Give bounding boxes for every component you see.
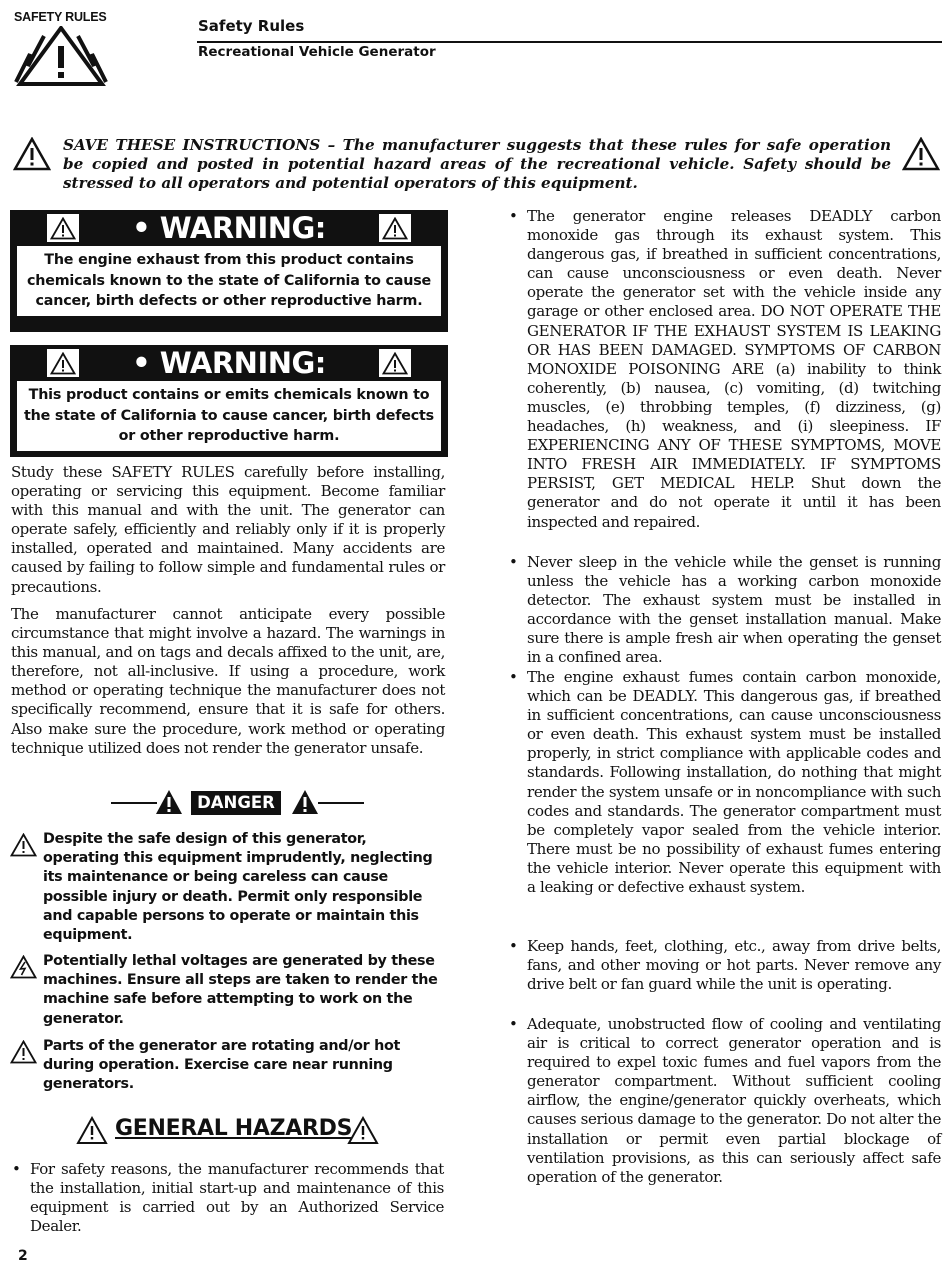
bullet-icon: • [12,1160,21,1178]
intro-paragraph: The manufacturer cannot anticipate every possible circumstance that might involve a hazard. The warnings in this manual, and on tags and decals affixed to the unit, are, therefore, not all-inclusive. If using a procedure, work method or operating technique the manufacturer does not specifically recommend, ensure that it is safe for others. Also make sure the procedure, work method or operating technique utilized does not render the generator unsafe. [11,605,445,757]
warning-triangle-icon [10,1040,37,1069]
hazard-bullet [509,668,941,897]
warning-heading: • WARNING: [132,211,326,245]
warning-heading: • WARNING: [132,346,326,380]
intro-paragraph: Study these SAFETY RULES carefully before installing, operating or servicing this equipment. Become familiar with this manual and with the unit. The generator can operate safely, efficiently and reliably only if it is properly installed, operated and maintained. Many accidents are caused by failing to follow simple and fundamental rules or precautions. [11,463,445,596]
warning-box [10,345,448,457]
warning-triangle-icon [379,214,411,242]
bullet-icon: • [509,1015,518,1033]
danger-triangle-icon [291,789,319,820]
electric-shock-icon [10,955,37,984]
general-hazards-title: GENERAL HAZARDS [115,1116,353,1141]
danger-rule-right [318,802,364,804]
safety-logo-icon [14,26,108,91]
danger-item-text: Parts of the generator are rotating and/or hot during operation. Exercise care near running generators. [43,1038,401,1093]
hazard-bullet-text: Keep hands, feet, clothing, etc., away from drive belts, fans, and other moving or hot parts. Never remove any drive belt or fan guard while the unit is operating. [527,937,941,994]
page-number: 2 [18,1248,28,1264]
warning-text: The engine exhaust from this product contains chemicals known to the state of California to cause cancer, birth defects or other reproductive harm. [17,246,441,316]
warning-triangle-icon [47,214,79,242]
page-title: Safety Rules [198,17,305,35]
hazard-bullet [509,937,941,994]
header-divider [197,41,942,43]
hazard-bullet-text: Never sleep in the vehicle while the genset is running unless the vehicle has a working carbon monoxide detector. The exhaust system must be installed in accordance with the genset installation manual. Make sure there is ample fresh air when operating the genset in a confined area. [527,553,941,667]
danger-item-text: Potentially lethal voltages are generated by these machines. Ensure all steps are taken to render the machine safe before attempting to work on the generator. [43,953,438,1027]
hazard-bullet [12,1160,444,1236]
warning-triangle-icon [902,137,940,176]
warning-triangle-icon [379,349,411,377]
warning-text: This product contains or emits chemicals known to the state of California to cause cancer, birth defects or other reproductive harm. [17,381,441,451]
hazard-bullet [509,1015,941,1187]
logo-label: SAFETY RULES [14,10,107,24]
danger-triangle-icon [155,789,183,820]
page-subtitle: Recreational Vehicle Generator [198,44,436,60]
warning-box [10,210,448,332]
hazard-bullet-text: For safety reasons, the manufacturer recommends that the installation, initial start-up and maintenance of this equipment is carried out by an Authorized Service Dealer. [30,1160,444,1236]
hazard-bullet-text: The generator engine releases DEADLY carbon monoxide gas through its exhaust system. This dangerous gas, if breathed in sufficient concentrations, can cause unconsciousness or even death. Never operate the generator set with the vehicle inside any garage or other enclosed area. DO NOT OPERATE THE GENERATOR IF THE EXHAUST SYSTEM IS LEAKING OR HAS BEEN DAMAGED. SYMPTOMS OF CARBON MONOXIDE POISONING ARE (a) inability to think coherently, (b) nausea, (c) vomiting, (d) twitching muscles, (e) throbbing temples, (f) dizziness, (g) headaches, (h) weakness, and (i) sleepiness. IF EXPERIENCING ANY OF THESE SYMPTOMS, MOVE INTO FRESH AIR IMMEDIATELY. IF SYMPTOMS PERSIST, GET MEDICAL HELP. Shut down the generator and do not operate it until it has been inspected and repaired. [527,207,941,531]
bullet-icon: • [509,207,518,225]
warning-triangle-icon [47,349,79,377]
warning-triangle-icon [13,137,51,176]
danger-item [10,1037,445,1095]
hazard-bullet-text: The engine exhaust fumes contain carbon monoxide, which can be DEADLY. This dangerous gas, if breathed in sufficient concentrations, can cause unconsciousness or even death. This exhaust system must be installed properly, in strict compliance with applicable codes and standards. Following installation, do nothing that might render the system unsafe or in noncompliance with such codes and standards. The generator compartment must be completely vapor sealed from the vehicle interior. There must be no possibility of exhaust fumes entering the vehicle interior. Never operate this equipment with a leaking or defective exhaust system. [527,668,941,897]
warning-triangle-icon [347,1116,379,1150]
warning-triangle-icon [10,833,37,862]
bullet-icon: • [509,553,518,571]
danger-item-text: Despite the safe design of this generator, operating this equipment imprudently, neglecting its maintenance or being careless can cause possible injury or death. Permit only responsible and capable persons to operate or maintain this equipment. [43,831,433,944]
hazard-bullet [509,207,941,532]
warning-triangle-icon [76,1116,108,1150]
bullet-icon: • [509,937,518,955]
danger-item [10,952,445,1029]
save-instructions-text: SAVE THESE INSTRUCTIONS – The manufacturer suggests that these rules for safe operation be copied and posted in potential hazard areas of the recreational vehicle. Safety should be stressed to all operators and potential operators of this equipment. [63,136,891,193]
danger-rule-left [111,802,157,804]
hazard-bullet [509,553,941,668]
hazard-bullet-text: Adequate, unobstructed flow of cooling and ventilating air is critical to correct generator operation and is required to expel toxic fumes and fuel vapors from the generator compartment. Without sufficient cooling airflow, the engine/generator quickly overheats, which causes serious damage to the generator. Do not alter the installation or permit even partial blockage of ventilation provisions, as this can seriously affect safe operation of the generator. [527,1015,941,1186]
danger-label: DANGER [191,791,281,815]
bullet-icon: • [509,668,518,686]
danger-item [10,830,445,945]
